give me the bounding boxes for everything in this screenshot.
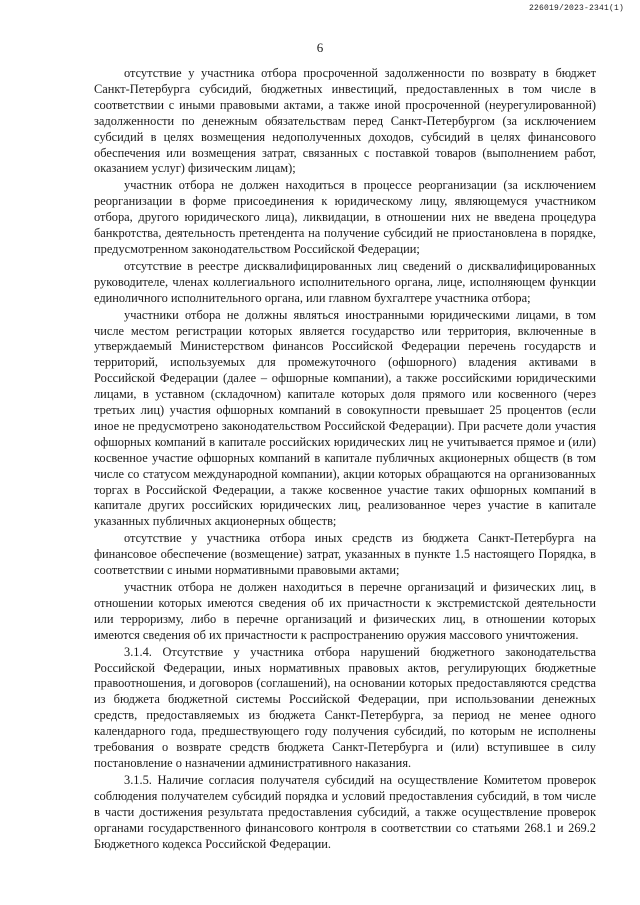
paragraph-offshore-companies: участники отбора не должны являться иностранными юридическими лицами, в том числе местом регистрации которых является государство или территория, включенные в утверждаемый Министерством финансов Российской Федерации перечень государств и территорий, используемых для промежуточного (офшорного) владения активами в Российской Федерации (далее – офшорные компании), а также российскими юридическими лицами, в уставном (складочном) капитале которых доля прямого или косвенного (через третьих лиц) участия офшорных компаний в совокупности превышает 25 процентов (если иное не предусмотрено законодательством Российской Федерации). При расчете доли участия офшорных компаний в капитале российских юридических лиц не учитывается прямое и (или) косвенное участие офшорных компаний в капитале публичных акционерных обществ (в том числе со статусом международной компании), акции которых обращаются на организованных торгах в Российской Федерации, а также косвенное участие таких офшорных компаний в капитале других российских юридических лиц, реализованное через участие в капитале указанных публичных акционерных обществ; — [94, 307, 596, 529]
paragraph-3-1-5: 3.1.5. Наличие согласия получателя субсидий на осуществление Комитетом проверок соблюдения получателем субсидий порядка и условий предоставления субсидий, в том числе в части достижения результата предоставления субсидий, а также осуществление проверок органами государственного финансового контроля в соответствии со статьями 268.1 и 269.2 Бюджетного кодекса Российской Федерации. — [94, 772, 596, 851]
paragraph-extremism-list: участник отбора не должен находиться в перечне организаций и физических лиц, в отношении которых имеются сведения об их причастности к экстремистской деятельности или терроризму, либо в перечне организаций и физических лиц, в отношении которых имеются сведения об их причастности к распространению оружия массового уничтожения. — [94, 580, 596, 642]
document-body — [94, 66, 596, 853]
page-number: 6 — [316, 40, 324, 55]
paragraph-3-1-4: 3.1.4. Отсутствие у участника отбора нарушений бюджетного законодательства Российской Федерации, иных нормативных правовых актов, регулирующих бюджетные правоотношения, и договоров (соглашений), на основании которых предоставляются средства из бюджета бюджетной системы Российской Федерации, при использовании денежных средств, предоставляемых из бюджета Санкт-Петербурга, за период не менее одного календарного года, предшествующего году получения субсидий, по которым не исполнены требования о возврате средств бюджета Санкт-Петербурга и (или) вступившее в силу постановление о назначении административного наказания. — [94, 644, 596, 770]
paragraph-other-budget-funds: отсутствие у участника отбора иных средств из бюджета Санкт-Петербурга на финансовое обеспечение (возмещение) затрат, указанных в пункте 1.5 настоящего Порядка, в соответствии с иными нормативными правовыми актами; — [94, 531, 596, 578]
paragraph-disqualified-persons: отсутствие в реестре дисквалифицированных лиц сведений о дисквалифицированных руководителе, членах коллегиального исполнительного органа, лице, исполняющем функции единоличного исполнительного органа, или главном бухгалтере участника отбора; — [94, 258, 596, 305]
paragraph-overdue-debt: отсутствие у участника отбора просроченной задолженности по возврату в бюджет Санкт-Петербурга субсидий, бюджетных инвестиций, предоставленных в том числе в соответствии с иными правовыми актами, а также иной просроченной (неурегулированной) задолженности по денежным обязательствам перед Санкт-Петербургом (за исключением субсидий в целях возмещения недополученных доходов, субсидий в целях финансового обеспечения или возмещения затрат, связанных с поставкой товаров (выполнением работ, оказанием услуг) физическим лицам); — [94, 66, 596, 176]
document-registration-number: 226019/2023-2341(1) — [528, 4, 624, 13]
paragraph-reorganization: участник отбора не должен находиться в процессе реорганизации (за исключением реорганизации в форме присоединения к юридическому лицу, являющемуся участником отбора, другого юридического лица), ликвидации, в отношении них не введена процедура банкротства, деятельность претендента на получение субсидий не приостановлена в порядке, предусмотренном законодательством Российской Федерации; — [94, 178, 596, 256]
